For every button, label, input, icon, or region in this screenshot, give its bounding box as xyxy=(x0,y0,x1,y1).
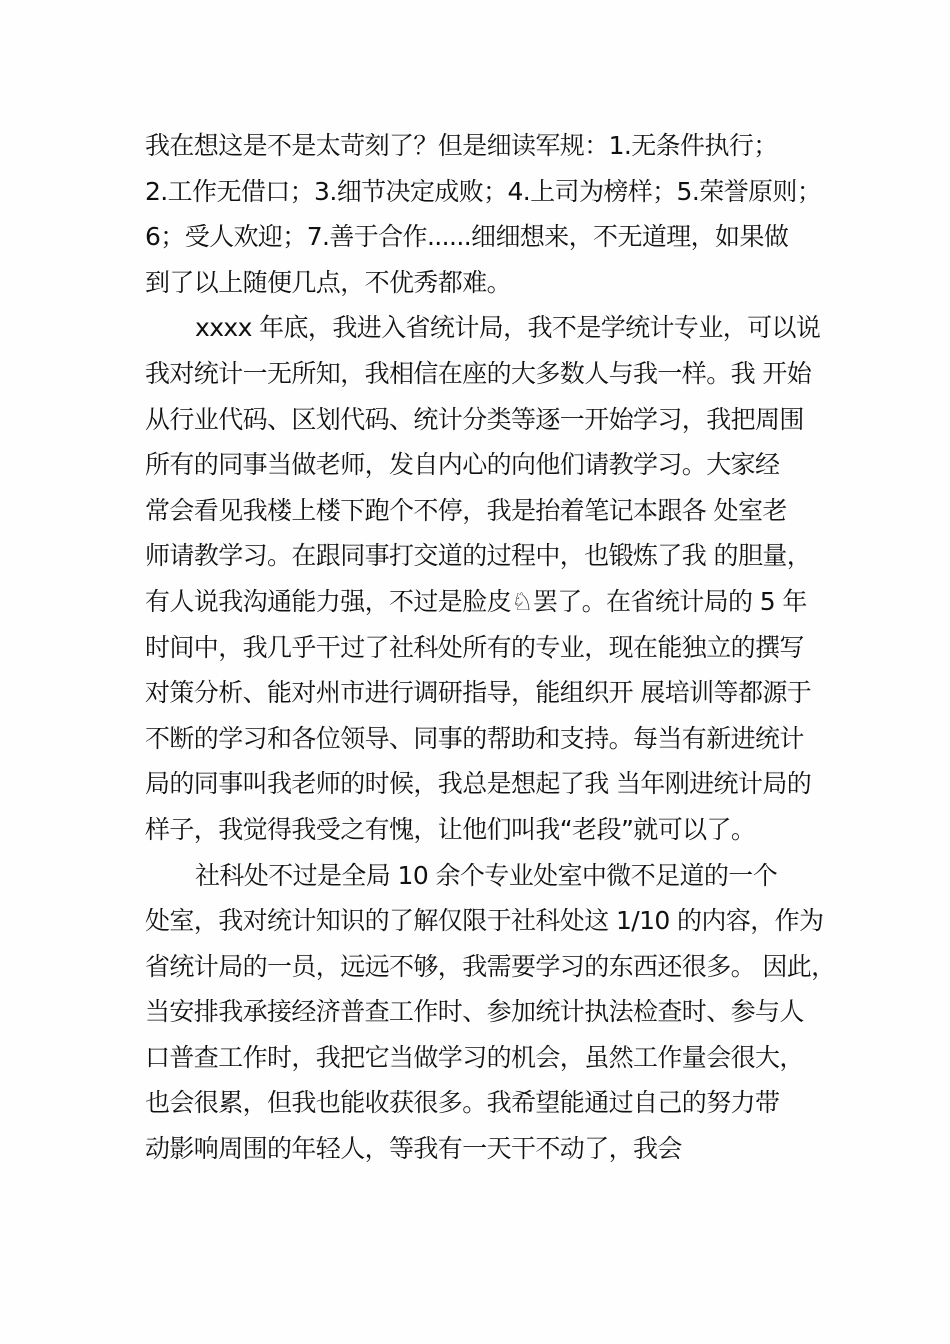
text-line: 不断的学习和各位领导、同事的帮助和支持。每当有新进统计 xyxy=(145,723,804,753)
text-line: 我对统计一无所知，我相信在座的大多数人与我一样。我 开始 xyxy=(145,358,812,388)
body-text xyxy=(145,123,845,1172)
paragraph-1 xyxy=(145,123,845,305)
text-line: 有人说我沟通能力强，不过是脸皮♘罢了。在省统计局的 5 年 xyxy=(145,586,807,616)
text-line: 所有的同事当做老师，发自内心的向他们请教学习。大家经 xyxy=(145,450,780,480)
text-line: 动影响周围的年轻人，等我有一天干不动了，我会 xyxy=(145,1134,682,1164)
paragraph-2 xyxy=(145,305,845,852)
text-line: 口普查工作时，我把它当做学习的机会，虽然工作量会很大， xyxy=(145,1042,804,1072)
text-line: xxxx 年底，我进入省统计局，我不是学统计专业，可以说 xyxy=(195,313,821,343)
text-line: 时间中，我几乎干过了社科处所有的专业，现在能独立的撰写 xyxy=(145,632,804,662)
text-line: 也会很累，但我也能收获很多。我希望能通过自己的努力带 xyxy=(145,1088,780,1118)
text-line: 师请教学习。在跟同事打交道的过程中，也锻炼了我 的胆量， xyxy=(145,541,812,571)
text-line: 局的同事叫我老师的时候，我总是想起了我 当年刚进统计局的 xyxy=(145,769,812,799)
text-line: 从行业代码、区划代码、统计分类等逐一开始学习，我把周围 xyxy=(145,404,804,434)
text-line: 样子，我觉得我受之有愧，让他们叫我“老段”就可以了。 xyxy=(145,814,756,844)
text-line: 处室，我对统计知识的了解仅限于社科处这 1/10 的内容，作为 xyxy=(145,906,824,936)
text-line: 对策分析、能对州市进行调研指导，能组织开 展培训等都源于 xyxy=(145,678,812,708)
text-line: 常会看见我楼上楼下跑个不停，我是抬着笔记本跟各 处室老 xyxy=(145,495,787,525)
paragraph-3 xyxy=(145,853,845,1172)
text-line: 省统计局的一员，远远不够，我需要学习的东西还很多。 因此， xyxy=(145,951,836,981)
text-line: 6；受人欢迎；7.善于合作......细细想来，不无道理，如果做 xyxy=(145,222,789,252)
text-line: 到了以上随便几点，不优秀都难。 xyxy=(145,267,512,297)
text-line: 我在想这是不是太苛刻了？但是细读军规：1.无条件执行； xyxy=(145,131,778,160)
text-line: 社科处不过是全局 10 余个专业处室中微不足道的一个 xyxy=(195,860,778,890)
text-line: 2.工作无借口；3.细节决定成败；4.上司为榜样；5.荣誉原则； xyxy=(145,176,822,206)
text-line: 当安排我承接经济普查工作时、参加统计执法检查时、参与人 xyxy=(145,997,804,1027)
